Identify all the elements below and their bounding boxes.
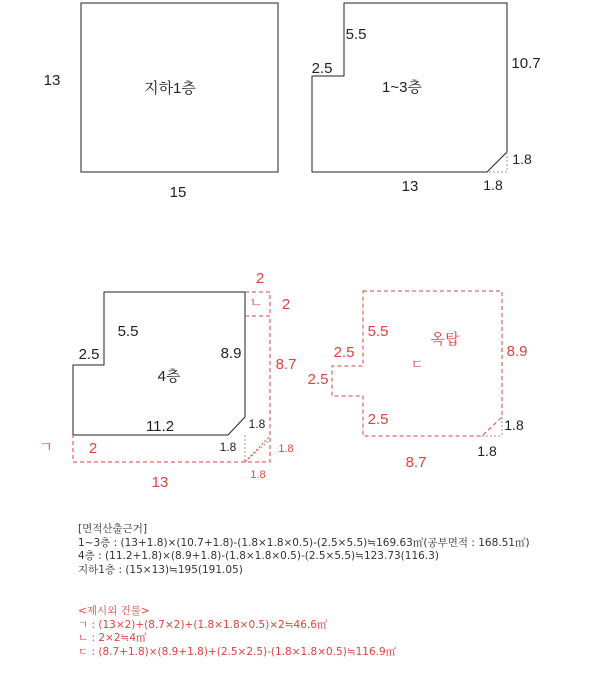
area-basis-notes	[78, 523, 530, 577]
floor-4-red-top: 2	[255, 270, 265, 287]
floor-4-gray-chamfer-h: 1.8	[250, 469, 266, 481]
floor-4-dim-bottom: 11.2	[145, 418, 175, 435]
area-basis-line: 4층 : (11.2+1.8)×(8.9+1.8)-(1.8×1.8×0.5)-(2.5×5.5)≒123.73(116.3)	[78, 550, 439, 562]
floor-4-red-right: 8.7	[275, 356, 297, 373]
rooftop-mark-digeut: ㄷ	[410, 357, 424, 372]
basement-dim-bottom: 15	[169, 184, 187, 201]
rooftop-dim-chamfer-v: 1.8	[504, 417, 524, 433]
floor-4-dim-right: 8.9	[220, 345, 242, 362]
area-basis-line: 지하1층 : (15×13)≒195(191.05)	[78, 563, 243, 576]
floor-4-dim-chamfer-v: 1.8	[248, 417, 266, 431]
rooftop-plan	[308, 291, 528, 471]
area-basis-title: [면적산출근거]	[78, 523, 148, 535]
floors-1-3-label: 1~3층	[382, 79, 422, 96]
basement-plan	[44, 3, 278, 201]
floors-1-3-dim-bottom: 13	[401, 178, 419, 195]
area-basis-line: 1~3층 : (13+1.8)×(10.7+1.8)-(1.8×1.8×0.5)-(2.5×5.5)≒169.63㎡(공부면적 : 168.51㎡)	[78, 536, 530, 549]
floors-1-3-dim-right: 10.7	[511, 55, 541, 72]
floor-4-red-bottom: 13	[151, 474, 169, 491]
floor-4-dim-step-left: 2.5	[78, 346, 100, 363]
extra-buildings-notes	[78, 605, 396, 659]
floor-4-dim-step-top: 5.5	[117, 323, 139, 340]
rooftop-dim-step-mid: 2.5	[333, 344, 355, 361]
floor-4-outline	[73, 292, 245, 435]
floor-4-red-right-small: 2	[281, 296, 291, 313]
floor-4-dim-chamfer-h: 1.8	[219, 440, 237, 454]
rooftop-dim-bottom: 8.7	[405, 454, 427, 471]
extra-building-giyeok-outline	[73, 316, 270, 462]
floor-4-plan	[39, 270, 296, 491]
floors-1-3-dim-step-top: 5.5	[345, 26, 367, 43]
rooftop-dim-step-low: 2.5	[367, 411, 389, 428]
floors-1-3-dim-chamfer-v: 1.8	[512, 151, 532, 167]
extra-buildings-title: <제시외 건물>	[78, 605, 150, 617]
floors-1-3-plan	[312, 3, 541, 195]
basement-label: 지하1층	[144, 80, 196, 97]
floor-4-chamfer-guide-2	[245, 436, 270, 462]
rooftop-dim-step-top: 5.5	[367, 323, 389, 340]
rooftop-dim-right: 8.9	[506, 343, 528, 360]
floor-4-mark-giyeok: ㄱ	[39, 439, 53, 455]
floor-4-gray-chamfer-v: 1.8	[278, 443, 294, 455]
rooftop-label: 옥탑	[430, 331, 460, 348]
extra-buildings-line: ㄱ : (13×2)+(8.7×2)+(1.8×1.8×0.5)×2≒46.6㎡	[78, 618, 328, 631]
floor-4-label: 4층	[157, 368, 181, 385]
basement-dim-left: 13	[43, 72, 61, 89]
extra-buildings-line: ㄴ : 2×2≒4㎡	[78, 632, 147, 644]
rooftop-dim-chamfer-h: 1.8	[477, 443, 497, 459]
floor-4-mark-nieun: ㄴ	[249, 295, 263, 310]
floors-1-3-dim-chamfer-h: 1.8	[483, 177, 503, 193]
floor-4-red-left-label: 2	[88, 440, 98, 457]
floors-1-3-dim-step-left: 2.5	[311, 60, 333, 77]
extra-buildings-line: ㄷ : (8.7+1.8)×(8.9+1.8)+(2.5×2.5)-(1.8×1.8×0.5)≒116.9㎡	[78, 645, 397, 658]
rooftop-dim-step-left: 2.5	[307, 371, 329, 388]
